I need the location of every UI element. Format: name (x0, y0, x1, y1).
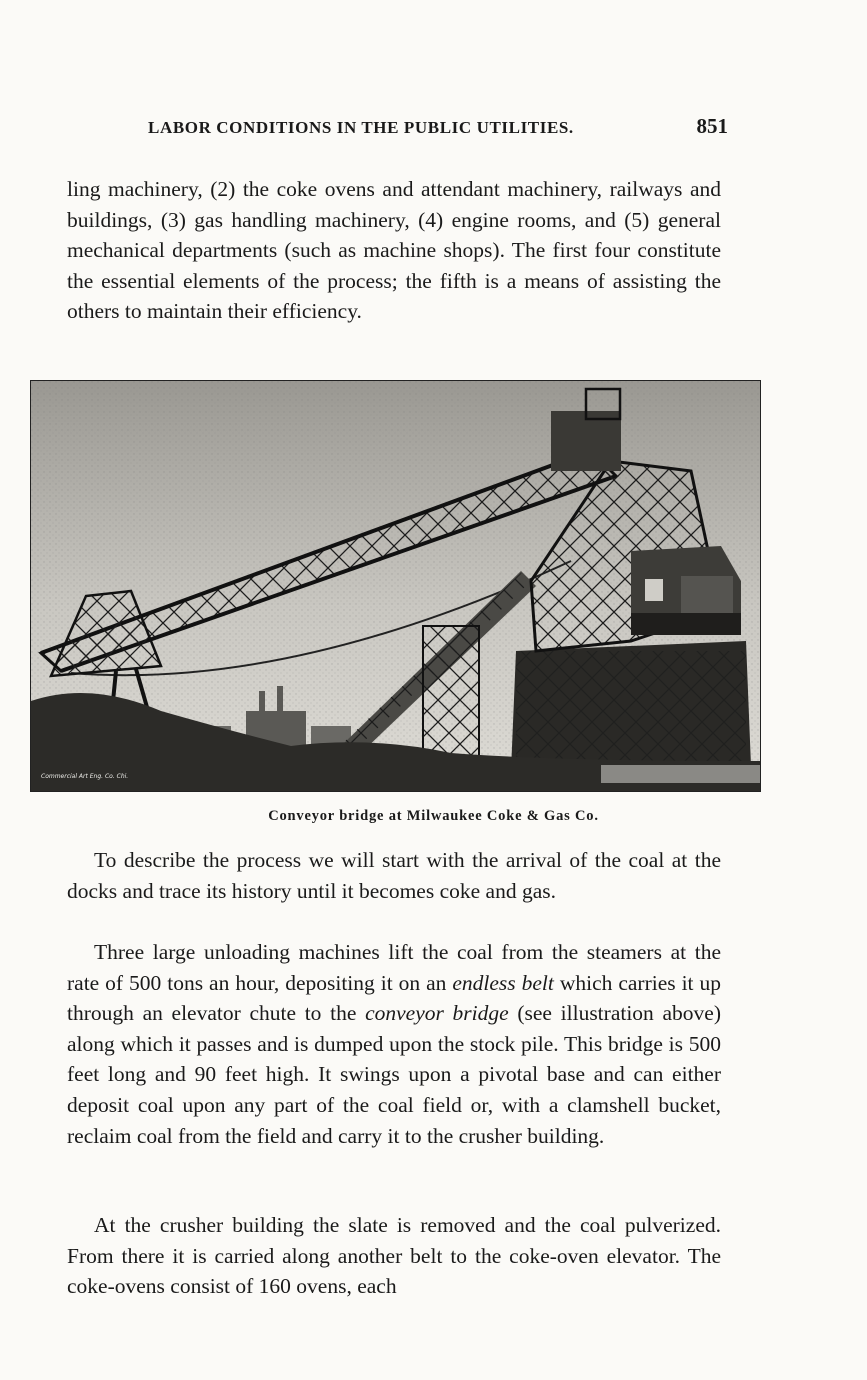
photo-illustration (31, 381, 760, 791)
page-number: 851 (696, 114, 728, 138)
paragraph-3 (67, 937, 721, 1151)
paragraph-3-text-2: which carries it up through an elevator chute to the (67, 970, 721, 1026)
paragraph-1: ling machinery, (2) the coke ovens and attendant machinery, railways and buildings, (3) gas handling machinery, (4) engine rooms, and (5) general mechanical departments (such as machine shops). The first four constitute the essential elements of the process; the fifth is a means of assisting the others to maintain their efficiency. (67, 177, 721, 324)
conveyor-bridge-term: conveyor bridge (365, 1001, 509, 1026)
paragraph-3-text-1: Three large unloading machines lift the coal from the steamers at the rate of 500 tons an hour, depositing it on an (67, 940, 721, 995)
page-header (148, 112, 728, 142)
engraver-credit: Commercial Art Eng. Co. Chi. (41, 773, 129, 780)
figure-caption: Conveyor bridge at Milwaukee Coke & Gas Co. (268, 808, 599, 824)
paragraph-4: At the crusher building the slate is removed and the coal pulverized. From there it is carried along another belt to the coke-oven elevator. The coke-ovens consist of 160 ovens, each (67, 1213, 721, 1299)
paragraph-2: To describe the process we will start with the arrival of the coal at the docks and trace its history until it becomes coke and gas. (67, 848, 721, 903)
endless-belt-term: endless belt (452, 970, 554, 995)
paragraph-3-text-3: (see illustration above) along which it passes and is dumped upon the stock pile. This bridge is 500 feet long and 90 feet high. It swings upon a pivotal base and can either deposit coal upon any part of the coal field or, with a clamshell bucket, reclaim coal from the field and carry it to the crusher building. (67, 1001, 721, 1148)
running-title: LABOR CONDITIONS IN THE PUBLIC UTILITIES. (148, 118, 574, 137)
conveyor-bridge-photo (30, 380, 761, 792)
